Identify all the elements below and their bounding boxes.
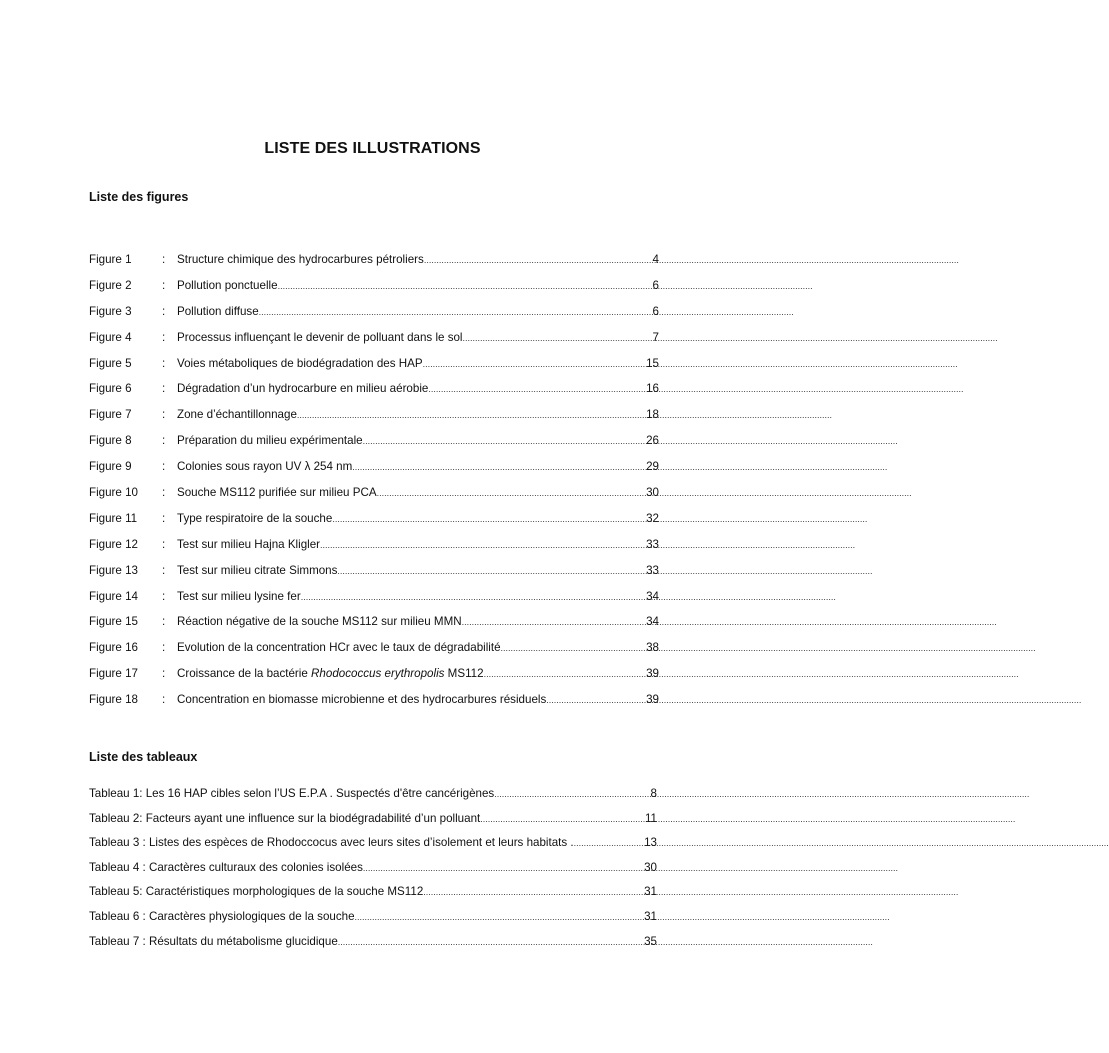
figure-title-part: MS112 [444, 667, 484, 681]
figure-title: Pollution diffuse [177, 304, 259, 318]
dot-leader [424, 255, 633, 265]
dot-leader [484, 669, 633, 679]
dot-leader [297, 410, 633, 420]
list-item[interactable] [89, 885, 657, 910]
table-title: Tableau 1: Les 16 HAP cibles selon l’US E.P.A . Suspectés d'être cancérigènes [89, 787, 495, 800]
separator-colon: : [162, 563, 166, 577]
page-title: LISTE DES ILLUSTRATIONS [264, 140, 481, 157]
list-item[interactable] [89, 812, 657, 837]
separator-colon: : [162, 693, 166, 707]
list-item[interactable] [89, 279, 659, 305]
separator-colon: : [162, 253, 166, 266]
page-number: 39 [646, 667, 659, 681]
table-title: Tableau 6 : Caractères physiologiques de la souche [89, 909, 355, 923]
dot-leader [301, 592, 633, 602]
separator-colon: : [162, 667, 166, 681]
separator-colon: : [162, 330, 166, 344]
page-number: 31 [644, 885, 657, 899]
list-item[interactable] [89, 615, 659, 641]
page-number: 6 [652, 278, 659, 292]
dot-leader [363, 436, 633, 446]
page-number: 38 [646, 641, 659, 655]
dot-leader [355, 912, 639, 922]
list-item[interactable] [89, 590, 659, 616]
list-item[interactable] [89, 693, 659, 719]
page-number: 11 [644, 811, 657, 825]
separator-colon: : [162, 408, 166, 422]
dot-leader [501, 643, 633, 653]
figure-number: Figure 17 [89, 667, 138, 681]
figure-title: Colonies sous rayon UV λ 254 nm [177, 460, 353, 474]
list-item[interactable] [89, 910, 657, 935]
list-item[interactable] [89, 253, 659, 279]
list-item[interactable] [89, 460, 659, 486]
figure-number: Figure 2 [89, 278, 132, 292]
figure-title: Voies métaboliques de biodégradation des HAP [177, 356, 423, 370]
figure-number: Figure 11 [89, 511, 138, 525]
figure-number: Figure 6 [89, 382, 132, 396]
list-item[interactable] [89, 787, 657, 812]
list-item[interactable] [89, 564, 659, 590]
page-number: 15 [646, 356, 659, 370]
dot-leader [574, 838, 639, 848]
dot-leader [337, 566, 633, 576]
page-number: 33 [646, 563, 659, 577]
separator-colon: : [162, 304, 166, 318]
separator-colon: : [162, 356, 166, 370]
page-number: 4 [652, 253, 659, 266]
table-title: Tableau 2: Facteurs ayant une influence sur la biodégradabilité d’un polluant [89, 811, 481, 825]
list-item[interactable] [89, 935, 657, 960]
separator-colon: : [162, 382, 166, 396]
figure-title: Test sur milieu lysine fer [177, 589, 301, 603]
separator-colon: : [162, 537, 166, 551]
figure-number: Figure 12 [89, 537, 138, 551]
page-number: 26 [646, 434, 659, 448]
list-item[interactable] [89, 382, 659, 408]
list-item[interactable] [89, 641, 659, 667]
table-title: Tableau 5: Caractéristiques morphologiques de la souche MS112 [89, 885, 424, 899]
page-number: 39 [646, 693, 659, 707]
page-number: 34 [646, 615, 659, 629]
figure-title: Processus influençant le devenir de polluant dans le sol [177, 330, 463, 344]
figure-title: Souche MS112 purifiée sur milieu PCA [177, 486, 377, 500]
separator-colon: : [162, 278, 166, 292]
dot-leader [423, 359, 633, 369]
figure-number: Figure 5 [89, 356, 132, 370]
list-item[interactable] [89, 667, 659, 693]
dot-leader [278, 281, 633, 291]
dot-leader [423, 887, 639, 897]
dot-leader [332, 514, 633, 524]
dot-leader [320, 540, 633, 550]
figure-title [177, 667, 484, 680]
list-item[interactable] [89, 331, 659, 357]
dot-leader [428, 384, 633, 394]
figure-title: Structure chimique des hydrocarbures pétroliers [177, 253, 424, 266]
figure-title: Type respiratoire de la souche [177, 511, 333, 525]
figure-number: Figure 14 [89, 589, 138, 603]
figure-title: Dégradation d’un hydrocarbure en milieu aérobie [177, 382, 429, 396]
page-number: 6 [652, 304, 659, 318]
figure-title: Zone d’échantillonnage [177, 408, 297, 422]
figure-title: Préparation du milieu expérimentale [177, 434, 363, 448]
page-number: 30 [646, 486, 659, 500]
list-item[interactable] [89, 486, 659, 512]
dot-leader [363, 863, 639, 873]
table-title: Tableau 7 : Résultats du métabolisme glucidique [89, 934, 338, 948]
figure-number: Figure 7 [89, 408, 132, 422]
dot-leader [377, 488, 633, 498]
dot-leader [462, 617, 633, 627]
dot-leader [259, 307, 633, 317]
list-item[interactable] [89, 538, 659, 564]
figure-title: Test sur milieu Hajna Kligler [177, 537, 321, 551]
list-item[interactable] [89, 408, 659, 434]
page-number: 18 [646, 408, 659, 422]
page-number: 16 [646, 382, 659, 396]
dot-leader [352, 462, 633, 472]
separator-colon: : [162, 615, 166, 629]
tables-list [89, 787, 657, 959]
figure-number: Figure 15 [89, 615, 138, 629]
page-number: 34 [646, 589, 659, 603]
list-item[interactable] [89, 861, 657, 886]
page-number: 7 [652, 330, 659, 344]
figures-section-title: Liste des figures [89, 190, 189, 204]
dot-leader [463, 333, 633, 343]
table-title: Tableau 3 : Listes des espèces de Rhodoccocus avec leurs sites d’isolement et leurs habitats . [89, 836, 574, 850]
page-number: 35 [644, 934, 657, 948]
table-title: Tableau 4 : Caractères culturaux des colonies isolées [89, 860, 363, 874]
tables-section-title: Liste des tableaux [89, 750, 198, 764]
species-name: Rhodococcus erythropolis [311, 667, 445, 681]
figure-number: Figure 4 [89, 330, 132, 344]
figure-number: Figure 18 [89, 693, 138, 707]
separator-colon: : [162, 511, 166, 525]
list-item[interactable] [89, 836, 657, 861]
list-item[interactable] [89, 434, 659, 460]
page-number: 32 [646, 511, 659, 525]
figure-number: Figure 3 [89, 304, 132, 318]
dot-leader [480, 814, 639, 824]
page-number: 8 [650, 787, 657, 800]
figure-title: Test sur milieu citrate Simmons [177, 563, 338, 577]
figure-title-part: Croissance de la bactérie [177, 667, 312, 681]
separator-colon: : [162, 641, 166, 655]
figure-number: Figure 8 [89, 434, 132, 448]
page-number: 33 [646, 537, 659, 551]
page-number: 13 [644, 836, 657, 850]
list-item[interactable] [89, 305, 659, 331]
page-number: 31 [644, 909, 657, 923]
page-number: 29 [646, 460, 659, 474]
separator-colon: : [162, 460, 166, 474]
dot-leader [338, 937, 639, 947]
separator-colon: : [162, 434, 166, 448]
figure-number: Figure 13 [89, 563, 138, 577]
list-item[interactable] [89, 512, 659, 538]
figure-number: Figure 16 [89, 641, 138, 655]
figure-number: Figure 10 [89, 486, 138, 500]
page-number: 30 [644, 860, 657, 874]
separator-colon: : [162, 589, 166, 603]
figure-number: Figure 1 [89, 253, 132, 266]
figure-title: Réaction négative de la souche MS112 sur milieu MMN [177, 615, 462, 629]
separator-colon: : [162, 486, 166, 500]
figure-title: Pollution ponctuelle [177, 278, 278, 292]
figure-number: Figure 9 [89, 460, 132, 474]
list-item[interactable] [89, 357, 659, 383]
dot-leader [546, 695, 633, 705]
figure-title: Concentration en biomasse microbienne et des hydrocarbures résiduels [177, 693, 547, 707]
dot-leader [494, 789, 639, 799]
figures-list [89, 253, 659, 719]
figure-title: Evolution de la concentration HCr avec le taux de dégradabilité [177, 641, 501, 655]
